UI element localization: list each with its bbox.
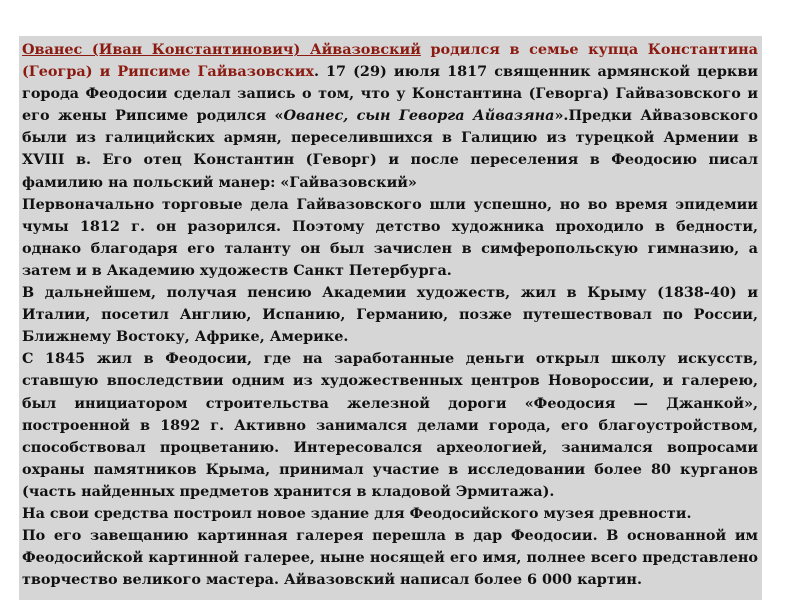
parents-highlight: родился в семье купца Константина (Геогра) и Рипсиме Гайвазовских (22, 41, 758, 81)
paragraph-origin-text: . 17 (29) июля 1817 священник армянской церкви города Феодосии сделал запись о том, что у Константина (Геворга) Гайвазовского и его жены Рипсиме родился « (22, 63, 758, 125)
paragraph-legacy: По его завещанию картинная галерея перешла в дар Феодосии. В основанной им Феодосийской картинной галерее, ныне носящей его имя, полнее всего представлено творчество великого мастера. Айвазовский написал более 6 000 картин. (22, 527, 758, 589)
birth-name-quote: Ованес, сын Геворга Айвазяна (283, 107, 555, 125)
paragraph-museum: На свои средства построил новое здание для Феодосийского музея древности. (22, 504, 692, 522)
paragraph-feodosia: С 1845 жил в Феодосии, где на заработанные деньги открыл школу искусств, ставшую впоследствии одним из художественных центров Новороссии, и галерею, был инициатором строительства железной дороги «Феодосия — Джанкой», построенной в 1892 г. Активно занимался делами города, его благоустройством, способствовал процветанию. Интересовался археологией, занимался вопросами охраны памятников Крыма, принимал участие в исследовании более 80 курганов (часть найденных предметов хранится в кладовой Эрмитажа). (22, 350, 758, 500)
biography-text-box (19, 36, 762, 600)
artist-name-link[interactable]: Ованес (Иван Константинович) Айвазовский (22, 41, 421, 58)
paragraph-origin-tail: ».Предки Айвазовского были из галицийских армян, переселившихся в Галицию из турецкой Армении в XVIII в. Его отец Константин (Геворг) и после переселения в Феодосию писал фамилию на польский манер: «Гайвазовский» (22, 107, 758, 191)
paragraph-origin (22, 39, 758, 194)
paragraph-childhood: Первоначально торговые дела Гайвазовского шли успешно, но во время эпидемии чумы 1812 г. он разорился. Поэтому детство художника проходило в бедности, однако благодаря его таланту он был зачислен в симферопольскую гимназию, а затем и в Академию художеств Санкт Петербурга. (22, 195, 758, 279)
paragraph-travels: В дальнейшем, получая пенсию Академии художеств, жил в Крыму (1838-40) и Италии, посетил Англию, Испанию, Германию, позже путешествовал по России, Ближнему Востоку, Африке, Америке. (22, 284, 758, 346)
